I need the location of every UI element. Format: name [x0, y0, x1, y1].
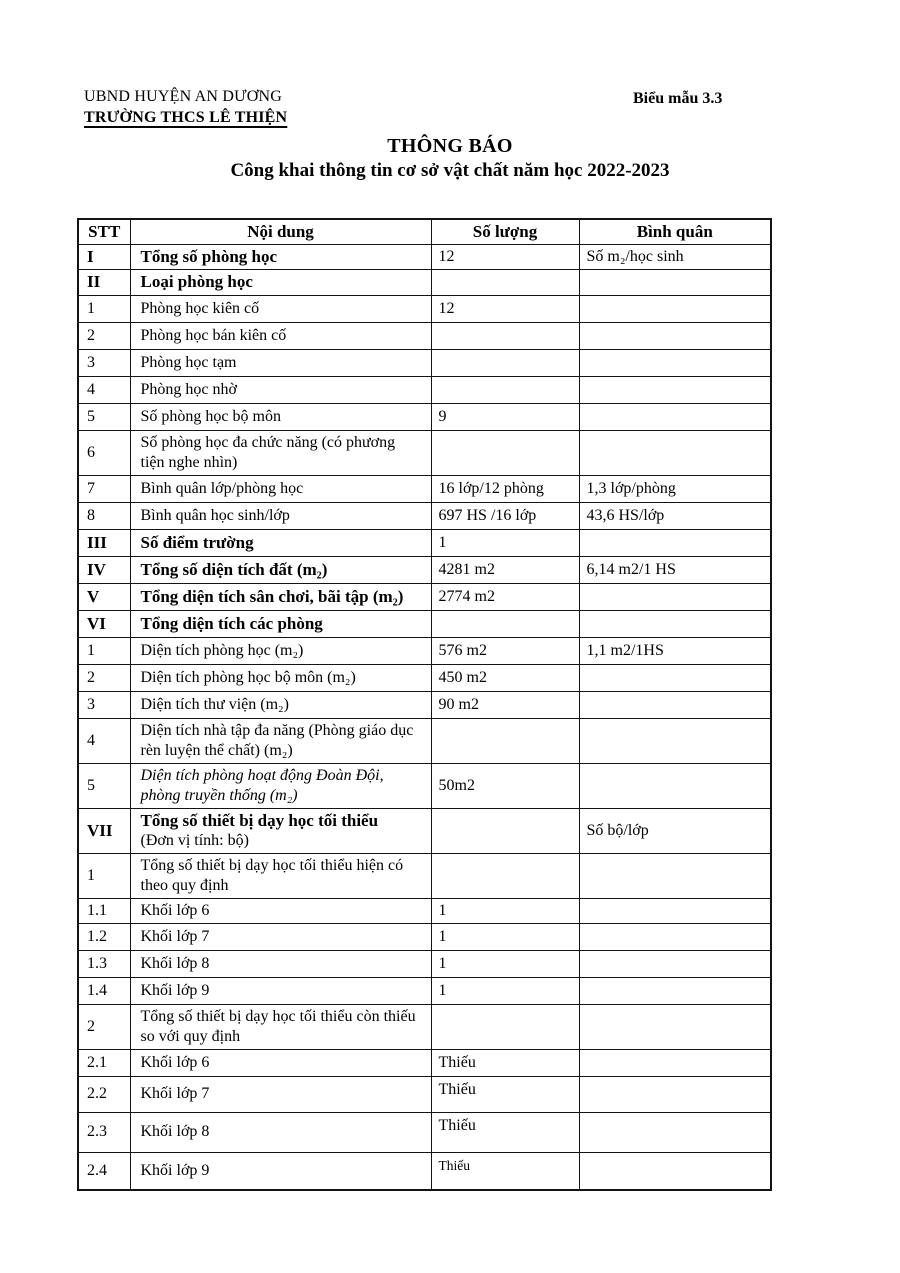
row-quantity: 1	[431, 977, 579, 1004]
row-label	[130, 349, 431, 376]
row-number: VII	[78, 808, 130, 853]
row-average	[579, 403, 771, 430]
row-number: 8	[78, 502, 130, 529]
row-average: Số bộ/lớp	[579, 808, 771, 853]
row-label	[130, 403, 431, 430]
row-quantity: 12	[431, 295, 579, 322]
row-quantity: 50m2	[431, 763, 579, 808]
row-number: 5	[78, 403, 130, 430]
row-label-text: Phòng học tạm	[140, 353, 237, 371]
row-quantity	[431, 1004, 579, 1049]
table-row	[78, 502, 771, 529]
row-label	[130, 376, 431, 403]
table-row	[78, 583, 771, 610]
row-average	[579, 610, 771, 637]
row-number: II	[78, 269, 130, 295]
row-label	[130, 269, 431, 295]
row-label-text: Khối lớp 6	[140, 901, 210, 919]
row-number: 4	[78, 718, 130, 763]
row-quantity	[431, 430, 579, 475]
row-label-text: Khối lớp 9	[140, 1161, 210, 1179]
row-average	[579, 923, 771, 950]
row-number: 6	[78, 430, 130, 475]
row-label-text: Diện tích nhà tập đa năng (Phòng giáo dục rèn luyện thể chất) (m₂)	[140, 721, 414, 759]
row-label-text: Số phòng học bộ môn	[140, 407, 281, 425]
row-label-text: Loại phòng học	[140, 272, 253, 291]
row-label-text: Tổng số thiết bị dạy học tối thiểu hiện có theo quy định	[140, 856, 404, 894]
table-row	[78, 244, 771, 269]
table-row	[78, 376, 771, 403]
row-label-text: Phòng học bán kiên cố	[140, 326, 287, 344]
row-number: 1.4	[78, 977, 130, 1004]
row-quantity: 4281 m2	[431, 556, 579, 583]
col-header-average: Bình quân	[579, 219, 771, 244]
table-body	[78, 244, 771, 1190]
row-label	[130, 1049, 431, 1076]
table-row	[78, 1076, 771, 1112]
row-number: 2.3	[78, 1112, 130, 1152]
row-quantity: 12	[431, 244, 579, 269]
row-average: 43,6 HS/lớp	[579, 502, 771, 529]
row-label-text: Số điểm trường	[140, 532, 254, 552]
row-quantity: 576 m2	[431, 637, 579, 664]
row-number: 1	[78, 637, 130, 664]
row-average	[579, 1049, 771, 1076]
col-header-quantity: Số lượng	[431, 219, 579, 244]
row-label	[130, 923, 431, 950]
col-header-content: Nội dung	[130, 219, 431, 244]
facilities-table	[77, 218, 772, 1191]
row-average	[579, 853, 771, 898]
row-average	[579, 1112, 771, 1152]
row-average	[579, 295, 771, 322]
table-row	[78, 1112, 771, 1152]
table-row	[78, 808, 771, 853]
row-label	[130, 1076, 431, 1112]
row-quantity	[431, 376, 579, 403]
row-label-text: Tổng số phòng học	[140, 246, 278, 266]
row-average	[579, 583, 771, 610]
table-row	[78, 349, 771, 376]
row-average	[579, 1076, 771, 1112]
row-label	[130, 610, 431, 637]
org-block	[84, 86, 900, 128]
row-number: 4	[78, 376, 130, 403]
org-parent-name: UBND HUYỆN AN DƯƠNG	[84, 88, 282, 105]
table-row	[78, 295, 771, 322]
table-header	[78, 219, 771, 244]
row-quantity	[431, 610, 579, 637]
row-average	[579, 950, 771, 977]
row-average	[579, 691, 771, 718]
table-header-row	[78, 219, 771, 244]
row-quantity: 1	[431, 950, 579, 977]
row-label-text: Khối lớp 8	[140, 1123, 210, 1140]
row-quantity: 1	[431, 529, 579, 556]
row-label	[130, 430, 431, 475]
row-label-text: Khối lớp 8	[140, 954, 210, 972]
table-row	[78, 950, 771, 977]
table-row	[78, 898, 771, 923]
row-average	[579, 529, 771, 556]
row-number: 7	[78, 475, 130, 502]
row-quantity: 2774 m2	[431, 583, 579, 610]
row-number: 2.1	[78, 1049, 130, 1076]
row-quantity: Thiếu	[431, 1152, 579, 1190]
row-quantity	[431, 853, 579, 898]
row-label-text: Tổng số thiết bị dạy học tối thiểu	[140, 810, 379, 830]
row-quantity: 90 m2	[431, 691, 579, 718]
table-row	[78, 923, 771, 950]
row-label	[130, 664, 431, 691]
row-label-text: Tổng diện tích các phòng	[140, 613, 323, 633]
row-label-text: Diện tích phòng hoạt động Đoàn Đội, phòng truyền thống (m₂)	[140, 766, 384, 804]
row-quantity	[431, 269, 579, 295]
row-average: Số m₂/học sinh	[579, 244, 771, 269]
row-label-text: Bình quân lớp/phòng học	[140, 479, 304, 497]
document-header	[0, 86, 900, 130]
form-number-label: Biểu mẫu 3.3	[633, 90, 723, 107]
row-label	[130, 1004, 431, 1049]
row-quantity: 450 m2	[431, 664, 579, 691]
row-quantity: 1	[431, 898, 579, 923]
row-label	[130, 1112, 431, 1152]
row-number: 1.1	[78, 898, 130, 923]
row-quantity	[431, 718, 579, 763]
row-label	[130, 808, 431, 853]
table-row	[78, 977, 771, 1004]
row-label-text: Khối lớp 6	[140, 1053, 210, 1071]
row-number: 1	[78, 295, 130, 322]
row-label-text: Tổng số thiết bị dạy học tối thiểu còn thiếu so với quy định	[140, 1007, 416, 1045]
table-row	[78, 430, 771, 475]
row-label	[130, 295, 431, 322]
table-row	[78, 691, 771, 718]
row-quantity: Thiếu	[431, 1112, 579, 1152]
row-label	[130, 691, 431, 718]
row-number: III	[78, 529, 130, 556]
row-quantity: 16 lớp/12 phòng	[431, 475, 579, 502]
row-average	[579, 269, 771, 295]
row-quantity	[431, 322, 579, 349]
col-header-stt: STT	[78, 219, 130, 244]
row-label-text: Tổng số diện tích đất (m₂)	[140, 559, 328, 579]
table-row	[78, 1004, 771, 1049]
row-average	[579, 977, 771, 1004]
row-label-text: Khối lớp 7	[140, 1085, 210, 1102]
row-number: 3	[78, 349, 130, 376]
table-row	[78, 637, 771, 664]
doc-subtitle: Công khai thông tin cơ sở vật chất năm học 2022-2023	[230, 160, 670, 181]
table-row	[78, 403, 771, 430]
row-label	[130, 898, 431, 923]
row-quantity: 1	[431, 923, 579, 950]
row-label	[130, 502, 431, 529]
table-row	[78, 322, 771, 349]
row-average	[579, 430, 771, 475]
row-number: 2.4	[78, 1152, 130, 1190]
row-label-text: Diện tích phòng học (m₂)	[140, 641, 304, 659]
table-row	[78, 269, 771, 295]
row-number: 2	[78, 322, 130, 349]
row-average	[579, 1004, 771, 1049]
row-quantity: 9	[431, 403, 579, 430]
row-number: V	[78, 583, 130, 610]
row-average: 6,14 m2/1 HS	[579, 556, 771, 583]
row-number: 2.2	[78, 1076, 130, 1112]
row-average: 1,1 m2/1HS	[579, 637, 771, 664]
row-average	[579, 763, 771, 808]
doc-title: THÔNG BÁO	[387, 135, 513, 157]
table-row	[78, 853, 771, 898]
table-row	[78, 556, 771, 583]
row-label	[130, 556, 431, 583]
row-number: IV	[78, 556, 130, 583]
row-label-text: Số phòng học đa chức năng (có phương tiện nghe nhìn)	[140, 433, 396, 471]
row-label	[130, 977, 431, 1004]
row-quantity	[431, 349, 579, 376]
table-row	[78, 529, 771, 556]
table-row	[78, 664, 771, 691]
row-number: 1	[78, 853, 130, 898]
row-label	[130, 853, 431, 898]
row-label-subtext: (Đơn vị tính: bộ)	[140, 831, 249, 849]
row-number: 2	[78, 1004, 130, 1049]
row-label	[130, 718, 431, 763]
row-label	[130, 529, 431, 556]
row-quantity	[431, 808, 579, 853]
row-label	[130, 1152, 431, 1190]
row-label	[130, 763, 431, 808]
table-row	[78, 1049, 771, 1076]
row-quantity: Thiếu	[431, 1076, 579, 1112]
row-number: 3	[78, 691, 130, 718]
table-row	[78, 610, 771, 637]
row-label-text: Tổng diện tích sân chơi, bãi tập (m₂)	[140, 586, 404, 606]
table-row	[78, 475, 771, 502]
row-average	[579, 322, 771, 349]
row-average	[579, 664, 771, 691]
row-average: 1,3 lớp/phòng	[579, 475, 771, 502]
row-label-text: Bình quân học sinh/lớp	[140, 506, 290, 524]
row-number: I	[78, 244, 130, 269]
row-number: 1.2	[78, 923, 130, 950]
row-label	[130, 244, 431, 269]
row-average	[579, 1152, 771, 1190]
row-label	[130, 583, 431, 610]
row-average	[579, 718, 771, 763]
org-school-name: TRƯỜNG THCS LÊ THIỆN	[84, 109, 288, 126]
row-label-text: Phòng học nhờ	[140, 380, 237, 398]
row-average	[579, 349, 771, 376]
row-label-text: Khối lớp 7	[140, 927, 210, 945]
table-row	[78, 718, 771, 763]
table-row	[78, 1152, 771, 1190]
row-number: 1.3	[78, 950, 130, 977]
row-label-text: Diện tích thư viện (m₂)	[140, 695, 289, 713]
row-label	[130, 637, 431, 664]
table-row	[78, 763, 771, 808]
row-label	[130, 950, 431, 977]
row-label	[130, 475, 431, 502]
row-quantity: Thiếu	[431, 1049, 579, 1076]
row-label-text: Khối lớp 9	[140, 981, 210, 999]
row-label-text: Phòng học kiên cố	[140, 299, 260, 317]
row-quantity: 697 HS /16 lớp	[431, 502, 579, 529]
row-number: VI	[78, 610, 130, 637]
row-average	[579, 898, 771, 923]
row-number: 2	[78, 664, 130, 691]
row-number: 5	[78, 763, 130, 808]
row-average	[579, 376, 771, 403]
row-label-text: Diện tích phòng học bộ môn (m₂)	[140, 668, 356, 686]
row-label	[130, 322, 431, 349]
